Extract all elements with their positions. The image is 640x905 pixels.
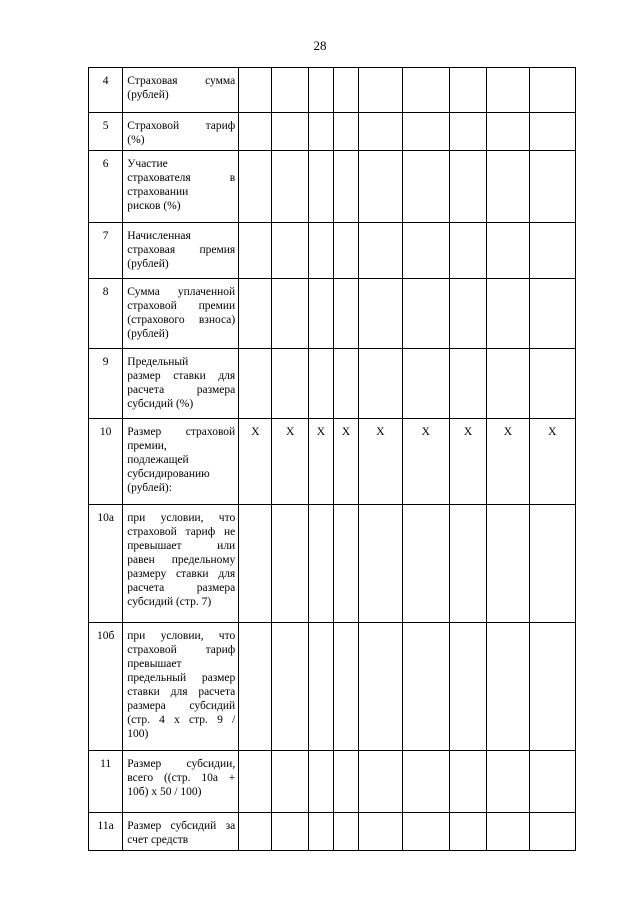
value-cell (272, 68, 308, 113)
value-cell (529, 279, 575, 349)
value-cell (529, 223, 575, 279)
table-row (89, 419, 576, 505)
value-cell (272, 623, 308, 751)
row-number: 5 (89, 113, 123, 151)
value-cell (272, 813, 308, 851)
value-cell (239, 68, 272, 113)
value-cell (402, 223, 449, 279)
value-cell (272, 279, 308, 349)
description-line: всего ((стр. 10а + (127, 772, 236, 784)
description-line: премии, (127, 440, 167, 452)
description-line: 10б) х 50 / 100) (127, 786, 202, 798)
row-description (123, 623, 239, 751)
value-cell (529, 151, 575, 223)
row-description (123, 349, 239, 419)
description-line: (рублей) (127, 328, 169, 340)
row-number: 10а (89, 505, 123, 623)
value-cell (239, 623, 272, 751)
description-line: превышает (127, 658, 182, 670)
value-cell (272, 113, 308, 151)
row-number: 7 (89, 223, 123, 279)
value-cell (529, 113, 575, 151)
row-number: 4 (89, 68, 123, 113)
value-cell (359, 349, 402, 419)
value-cell (333, 751, 358, 813)
table-row (89, 113, 576, 151)
value-cell (359, 751, 402, 813)
description-line: страховании (127, 186, 189, 198)
value-cell (487, 813, 529, 851)
value-cell (402, 68, 449, 113)
description-line: Участие (127, 158, 168, 170)
value-cell (359, 68, 402, 113)
value-cell (333, 279, 358, 349)
value-cell (487, 68, 529, 113)
value-cell (308, 505, 333, 623)
value-cell (308, 113, 333, 151)
value-cell (239, 813, 272, 851)
description-line: ставки для расчета (127, 686, 236, 698)
value-cell (239, 279, 272, 349)
description-line: подлежащей (127, 454, 189, 466)
row-number: 10б (89, 623, 123, 751)
row-number: 9 (89, 349, 123, 419)
value-cell: Х (359, 419, 402, 505)
table-row (89, 223, 576, 279)
value-cell (239, 349, 272, 419)
description-line: при условии, что (127, 512, 236, 524)
value-cell: Х (449, 419, 486, 505)
table-row (89, 151, 576, 223)
value-cell (402, 151, 449, 223)
value-cell (272, 505, 308, 623)
description-line: субсидий (%) (127, 398, 194, 410)
value-cell (449, 113, 486, 151)
row-description (123, 279, 239, 349)
value-cell: Х (239, 419, 272, 505)
description-line: Сумма уплаченной (127, 286, 236, 298)
description-line: субсидий (стр. 7) (127, 596, 212, 608)
description-line: размер ставки для (127, 370, 236, 382)
description-line: 100) (127, 728, 149, 740)
table-row (89, 349, 576, 419)
description-line: Страховая сумма (127, 75, 236, 87)
value-cell (308, 623, 333, 751)
value-cell (333, 151, 358, 223)
value-cell (239, 151, 272, 223)
row-description (123, 223, 239, 279)
value-cell (529, 505, 575, 623)
value-cell (308, 751, 333, 813)
value-cell (449, 623, 486, 751)
table-row (89, 623, 576, 751)
description-line: при условии, что (127, 630, 236, 642)
value-cell (449, 349, 486, 419)
value-cell (402, 751, 449, 813)
value-cell: Х (272, 419, 308, 505)
table-body (89, 68, 576, 851)
description-line: равен предельному (127, 554, 236, 566)
value-cell (402, 813, 449, 851)
row-description (123, 113, 239, 151)
value-cell (359, 623, 402, 751)
value-cell: Х (487, 419, 529, 505)
description-line: субсидированию (127, 468, 210, 480)
value-cell (359, 151, 402, 223)
value-cell (359, 813, 402, 851)
value-cell (333, 223, 358, 279)
value-cell (529, 623, 575, 751)
value-cell (487, 113, 529, 151)
value-cell (487, 279, 529, 349)
value-cell (308, 223, 333, 279)
row-description (123, 68, 239, 113)
value-cell (308, 68, 333, 113)
value-cell (402, 505, 449, 623)
description-line: Предельный (127, 356, 189, 368)
value-cell (272, 223, 308, 279)
value-cell (529, 813, 575, 851)
value-cell (449, 505, 486, 623)
description-line: Начисленная (127, 230, 191, 242)
description-line: страховая премия (127, 244, 236, 256)
table-row (89, 751, 576, 813)
value-cell (402, 113, 449, 151)
value-cell (359, 113, 402, 151)
value-cell (529, 349, 575, 419)
value-cell (308, 349, 333, 419)
value-cell (333, 113, 358, 151)
description-line: размеру ставки для (127, 568, 236, 580)
value-cell (487, 751, 529, 813)
description-line: превышает или (127, 540, 236, 552)
value-cell: Х (308, 419, 333, 505)
row-description (123, 813, 239, 851)
value-cell (272, 151, 308, 223)
description-line: страховой тариф не (127, 526, 236, 538)
value-cell: Х (333, 419, 358, 505)
value-cell (239, 223, 272, 279)
value-cell (333, 623, 358, 751)
value-cell (308, 151, 333, 223)
value-cell (333, 505, 358, 623)
table-row (89, 813, 576, 851)
description-line: страховой тариф (127, 644, 236, 656)
value-cell (359, 279, 402, 349)
table-row (89, 505, 576, 623)
row-number: 6 (89, 151, 123, 223)
description-line: страховой премии (127, 300, 236, 312)
description-line: Размер субсидии, (127, 758, 236, 770)
value-cell (487, 349, 529, 419)
value-cell: Х (529, 419, 575, 505)
value-cell (333, 349, 358, 419)
value-cell (449, 751, 486, 813)
value-cell (449, 813, 486, 851)
value-cell (487, 505, 529, 623)
value-cell (487, 151, 529, 223)
value-cell (333, 813, 358, 851)
description-line: предельный размер (127, 672, 236, 684)
description-line: расчета размера (127, 384, 236, 396)
value-cell (359, 223, 402, 279)
value-cell (239, 505, 272, 623)
row-description (123, 151, 239, 223)
page-number: 28 (313, 38, 327, 53)
value-cell (529, 68, 575, 113)
value-cell (402, 349, 449, 419)
description-line: (рублей) (127, 89, 169, 101)
value-cell (529, 751, 575, 813)
table-row (89, 279, 576, 349)
description-line: (рублей): (127, 482, 172, 494)
description-line: Страховой тариф (127, 120, 236, 132)
value-cell (272, 349, 308, 419)
row-number: 11 (89, 751, 123, 813)
description-line: Размер субсидий за (127, 820, 236, 832)
description-line: расчета размера (127, 582, 236, 594)
row-description (123, 419, 239, 505)
description-line: (стр. 4 х стр. 9 / (127, 714, 236, 726)
value-cell (449, 151, 486, 223)
value-cell (402, 623, 449, 751)
subsidy-calculation-table (88, 67, 576, 851)
value-cell (333, 68, 358, 113)
description-line: (страхового взноса) (127, 314, 236, 326)
value-cell: Х (402, 419, 449, 505)
description-line: (рублей) (127, 258, 169, 270)
description-line: рисков (%) (127, 200, 181, 212)
value-cell (487, 223, 529, 279)
value-cell (449, 68, 486, 113)
row-number: 11а (89, 813, 123, 851)
description-line: размера субсидий (127, 700, 236, 712)
value-cell (239, 751, 272, 813)
row-description (123, 751, 239, 813)
value-cell (308, 279, 333, 349)
value-cell (449, 223, 486, 279)
description-line: (%) (127, 134, 145, 146)
value-cell (359, 505, 402, 623)
value-cell (487, 623, 529, 751)
row-number: 8 (89, 279, 123, 349)
row-description (123, 505, 239, 623)
description-line: страхователя в (127, 172, 236, 184)
description-line: Размер страховой (127, 426, 236, 438)
description-line: счет средств (127, 834, 189, 846)
value-cell (239, 113, 272, 151)
value-cell (449, 279, 486, 349)
value-cell (402, 279, 449, 349)
value-cell (272, 751, 308, 813)
row-number: 10 (89, 419, 123, 505)
table-row (89, 68, 576, 113)
value-cell (308, 813, 333, 851)
